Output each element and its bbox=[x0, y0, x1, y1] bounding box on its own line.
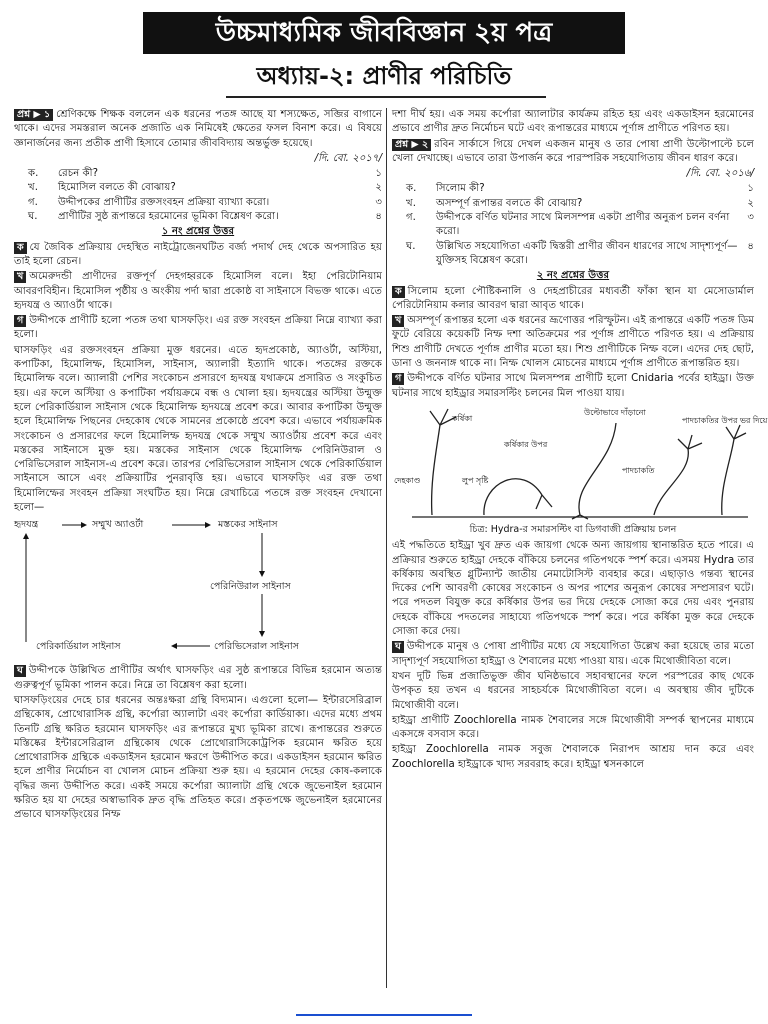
item-key: ঘ. bbox=[28, 211, 38, 223]
answer-kha bbox=[14, 270, 382, 313]
question-1-tag: প্রশ্ন ▶ ১ bbox=[14, 109, 53, 121]
item-text: প্রাণীটির সুষ্ঠ রূপান্তরে হরমোনের ভূমিকা বিশ্লেষণ করো। bbox=[58, 211, 279, 223]
left-column bbox=[14, 108, 382, 824]
item-text: উদ্দীপকে বর্ণিত ঘটনার সাথে মিলসম্পন্ন একটা প্রাণীর অনুরূপ চলন বর্ণনা করো। bbox=[436, 212, 730, 238]
book-title-banner: উচ্চমাধ্যমিক জীববিজ্ঞান ২য় পত্র bbox=[143, 12, 625, 54]
item-marks: ৪ bbox=[747, 240, 754, 252]
chapter-underline bbox=[226, 96, 546, 98]
answer-tag: গ bbox=[14, 315, 26, 327]
question-item bbox=[392, 240, 754, 269]
answer-tag: গ bbox=[392, 373, 404, 385]
flow-perineural-sinus: পেরিনিউরাল সাইনাস bbox=[210, 581, 291, 593]
label-basal: পাদচাকতি bbox=[622, 465, 655, 475]
answer-ga bbox=[14, 314, 382, 343]
item-key: গ. bbox=[28, 196, 38, 208]
answer-tag: ঘ bbox=[392, 641, 404, 653]
item-marks: ৩ bbox=[375, 196, 382, 208]
answer-2-kha bbox=[392, 314, 754, 371]
answer-2-ga-body: এই পদ্ধতিতে হাইড্রা খুব দ্রুত এক জায়গা থেকে অন্য জায়গায় স্থানান্তরিত হতে পারে। এ প্রক্রিয়ার শুরুতে হাইড্রা দেহকে বাঁকিয়ে চলনের গতিপথকে স্পর্শ করে। এসময় Hydra তার কর্ষিকায় অবস্থিত গ্লুটিন্যান্ট জাতীয় নেমাটোসিস্ট ব্যবহার করে। এছাড়াও গন্তব্য স্থানের দিকের পেশি আবরণী কোষের সংকোচন ও অপর পাশের অনুরূপ কোষের সম্প্রসারণ ঘটে। পরে পদতল বিযুক্ত করে কর্ষিকার উপর ভর দিয়ে দেহকে সোজা করে দেয় এবং পুনরায় দেহকে বাঁকিয়ে পদতলের সাহায্যে গতিপথকে স্পর্শ করে। পরে কর্ষিকা মুক্ত করে দেহকে সোজা করে দেয়। bbox=[392, 540, 754, 638]
answer-1-heading: ১ নং প্রশ্নের উত্তর bbox=[161, 226, 235, 238]
answer-2-ga bbox=[392, 372, 754, 401]
answer-2-gha-body: যখন দুটি ভিন্ন প্রজাতিভুক্ত জীব ঘনিষ্ঠভাবে সহাবস্থানের ফলে পরস্পরের কাছ থেকে উপকৃত হয় তখন এ ধরনের সাহচর্যকে মিথোজীবিতা বলে। এ অবস্থায় জীব দুটিকে মিথোজীবী বলে। bbox=[392, 670, 754, 711]
hydra-tentacles bbox=[678, 435, 702, 449]
hydra-tentacles bbox=[726, 425, 746, 439]
question-item bbox=[14, 210, 382, 224]
question-1-items bbox=[14, 167, 382, 224]
item-key: খ. bbox=[406, 197, 416, 209]
item-key: ঘ. bbox=[406, 240, 416, 252]
circulation-flow-diagram bbox=[14, 516, 382, 664]
item-text: হিমোসিল বলতে কী বোঝায়? bbox=[58, 182, 176, 194]
item-key: ক. bbox=[28, 168, 39, 180]
item-key: ক. bbox=[406, 183, 417, 195]
answer-text: যে জৈবিক প্রক্রিয়ায় দেহস্থিত নাইট্রোজেনঘটিত বর্জ্য পদার্থ দেহ থেকে অপসারিত হয় তাই হলো রেচন। bbox=[14, 241, 382, 267]
flow-perivisceral-sinus: পেরিভিসেরাল সাইনাস bbox=[214, 641, 299, 653]
hydra-flipping bbox=[654, 449, 688, 515]
answer-2-gha bbox=[392, 640, 754, 669]
answer-text: উদ্দীপকে প্রাণীটি হলো পতঙ্গ তথা ঘাসফড়িং। এর রক্ত সংবহন প্রক্রিয়া নিম্নে ব্যাখ্যা করা হলো। bbox=[14, 315, 382, 341]
answer-2-gha-body: হাইড্রা Zoochlorella নামক সবুজ শৈবালকে নিরাপদ আশ্রয় দান করে এবং Zoochlorella হাইড্রাকে খাদ্য সরবরাহ করে। হাইড্রা শ্বসনকালে bbox=[392, 744, 754, 770]
question-2-source: /দি. বো. ২০১৬/ bbox=[686, 168, 754, 180]
answer-gha bbox=[14, 664, 382, 693]
right-column bbox=[392, 108, 768, 773]
item-marks: ২ bbox=[747, 197, 754, 209]
label-basal-on: পাদচাকতির উপর ভর দিয়ে bbox=[682, 415, 768, 425]
flow-anterior-aorta: সম্মুখ অ্যাওর্টা bbox=[92, 519, 144, 531]
item-marks: ৪ bbox=[375, 211, 382, 223]
question-2-items bbox=[392, 182, 754, 268]
item-text: অসম্পূর্ণ রূপান্তর বলতে কী বোঝায়? bbox=[436, 197, 583, 209]
item-text: উল্লিখিত সহযোগিতা একটি দ্বিস্তরী প্রাণীর জীবন ধারণের সাথে সাদৃশ্যপূর্ণ— যুক্তিসহ বিশ্লেষণ করো। bbox=[436, 240, 738, 266]
answer-2-ka bbox=[392, 285, 754, 314]
flow-pericardial-sinus: পেরিকার্ডিয়াল সাইনাস bbox=[36, 641, 121, 653]
answer-tag: খ bbox=[392, 315, 404, 327]
question-1-source: /দি. বো. ২০১৭/ bbox=[314, 152, 382, 164]
answer-tag: ক bbox=[392, 286, 405, 298]
hydra-illustration bbox=[392, 403, 768, 521]
answer-text: অমেরুদন্ডী প্রাণীদের রক্তপূর্ণ দেহগহ্বরকে হিমোসিল বলে। ইহা পেরিটোনিয়াম আবরণবিহীন। হিমোসিল পৃষ্ঠীয় ও অংকীয় পর্দা দ্বারা প্রকোষ্ঠ বা সাইনাসে বিভক্ত থাকে। এতে হৃদযন্ত্র ও অ্যাওর্টা থাকে। bbox=[14, 271, 382, 311]
figure-caption: চিত্র: Hydra-র সমারসল্টিং বা ডিগবাজী প্রক্রিয়ায় চলন bbox=[469, 523, 677, 535]
answer-tag: খ bbox=[14, 271, 26, 283]
hydra-body bbox=[432, 425, 440, 515]
answer-gha-body: ঘাসফড়িংয়ের দেহে চার ধরনের অন্তঃক্ষরা গ্রন্থি বিদ্যমান। এগুলো হলো— ইন্টারসেরিব্রাল গ্রন্থিকোষ, প্রোথোরাসিক গ্রন্থি, কর্পোরা অ্যালাটা এবং কর্পোরা কার্ডিয়াকা। এদের মধ্যে প্রথম তিনটি গ্রন্থি ক্ষরিত হরমোন ঘাসফড়িং এর রূপান্তরে মুখ্য ভূমিকা রাখে। রূপান্তরের শুরুতে মস্তিষ্কের ইন্টারসেরিব্রাল গ্রন্থিকোষ থেকে প্রোথোরাসিকোট্রপিক হরমোন ক্ষরিত হয়ে প্রোথোরাসিক গ্রন্থিকে একডাইসন হরমোন ক্ষরণে উদ্দীপিত করে। একডাইসন হরমোন ক্ষরিত হলে প্রাণীর নির্মোচন বা খোলস মোচন প্রক্রিয়া শুরু হয়। এ হরমোন দেহের কোষ-কলাকে বৃদ্ধির জন্য উদ্দীপিত করে। একই সময়ে কর্পোরা অ্যালাটা গ্রন্থি থেকে জুভেনাইল হরমোন ক্ষরিত হয় যা দেহের অস্বাভাবিক দ্রুত বৃদ্ধি প্রতিহত করে। প্রকৃতপক্ষে জুভেনাইল হরমোনের প্রভাবে ঘাসফড়িংয়ের নিম্ফ bbox=[14, 694, 382, 821]
question-item bbox=[392, 182, 754, 196]
chapter-title: অধ্যায়-২: প্রাণীর পরিচিতি bbox=[256, 62, 512, 90]
item-text: উদ্দীপকের প্রাণীটির রক্তসংবহন প্রক্রিয়া ব্যাখ্যা করো। bbox=[58, 196, 270, 208]
answer-text: উদ্দীপকে মানুষ ও পোষা প্রাণীটির মধ্যে যে সহযোগিতা উল্লেখ করা হয়েছে তার মতো সাদৃশ্যপূর্ণ সহযোগিতা হাইড্রা ও শৈবালের মধ্যে পাওয়া যায়। একে মিথোজীবিতা বলে। bbox=[392, 641, 754, 667]
answer-text: অসম্পূর্ণ রূপান্তর হলো এক ধরনের ভ্রূণোত্তর পরিস্ফুটন। এই রূপান্তরে একটি পতঙ্গ ডিম ফুটে বেরিয়ে কয়েকটি নিম্ফ দশা অতিক্রমের পর পূর্ণাঙ্গ প্রাণীতে পরিণত হয়। এ প্রক্রিয়ায় শিশু প্রাণীটি দেখতে পূর্ণাঙ্গ প্রাণীর মতো হয়। শিশু প্রাণীটিকে নিম্ফ বলে। এদের দেহ ছোট, ডানা ও জননাঙ্গ থাকে না। নিম্ফ খোলস মোচনের মাধ্যমে পূর্ণাঙ্গ প্রাণীতে রূপান্তরিত হয়। bbox=[392, 315, 754, 370]
hydra-tentacles bbox=[536, 495, 552, 509]
question-item bbox=[392, 211, 754, 240]
question-2-stem bbox=[392, 138, 754, 167]
answer-text: উদ্দীপকে বর্ণিত ঘটনার সাথে মিলসম্পন্ন প্রাণীটি হলো Cnidaria পর্বের হাইড্রা। উক্ত ঘটনার সাথে হাইড্রার সমারসল্টিং চলনের মিল পাওয়া যায়। bbox=[392, 373, 754, 399]
item-key: গ. bbox=[406, 212, 416, 224]
label-upside: উল্টোভাবে দাঁড়ানো bbox=[584, 407, 646, 417]
answer-ga-body: ঘাসফড়িং এর রক্তসংবহন প্রক্রিয়া মুক্ত ধরনের। এতে হৃদপ্রকোষ্ঠ, অ্যাওর্টা, অস্টিয়া, কপাটিকা, হিমোলিম্ফ, হিমোসিল, সাইনাস, অ্যালারী ইত্যাদি থাকে। পতঙ্গের রক্তকে হিমোলিম্ফ বলে। অ্যালারী পেশির সংকোচন প্রসারণে হৃদযন্ত্র যথাক্রমে প্রসারিত ও সংকুচিত হয়। এর ফলে অস্টিয়া ও কপাটিকা পর্যায়ক্রমে বন্ধ ও খোলা হয়। হৃদযন্ত্রের অস্টিয়া উন্মুক্ত হলে পেরিকার্ডিয়াল সাইনাস থেকে হিমোলিম্ফ হৃদযন্ত্রে প্রবেশ করে। আবার কপাটিকা উন্মুক্ত হলে হিমোলিম্ফ পিছনের দেহকোষ থেকে সামনের প্রকোষ্ঠে প্রবেশ করে। এভাবে পর্যায়ক্রমিক সংকোচন ও প্রসারণের ফলে হিমোলিম্ফ হৃদযন্ত্র থেকে সম্মুখ অ্যাওর্টায় প্রবেশ করে এবং মস্তকের সাইনাসে মুক্ত হয়। মস্তকের সাইনাস থেকে হিমোলিম্ফ পেরিনিউরাল ও পেরিভিসেরাল সাইনাস-এ প্রবেশ করে। তারপর পেরিভিসেরাল সাইনাস থেকে পেরিকার্ডিয়াল সাইনাসে আসে এবং প্রক্রিয়াটির পুনরাবৃত্তি হয়। এভাবে ঘাসফড়িং এর রক্ত তথা হিমোলিম্ফের সংবহন প্রক্রিয়া সংঘটিত হয়। নিম্নে রেখাচিত্রে পতঙ্গে রক্ত সংবহন দেখানো হলো— bbox=[14, 344, 382, 514]
item-marks: ২ bbox=[375, 182, 382, 194]
question-2-text: রবিন সার্কাসে গিয়ে দেখল একজন মানুষ ও তার পোষা প্রাণী উল্টোপাল্টে চলে খেলা দেখাচ্ছে। এভাবে তারা উপার্জন করে পারস্পরিক সহযোগিতায় জীবন ধারণ করে। bbox=[392, 138, 754, 164]
question-item bbox=[14, 181, 382, 195]
question-item bbox=[14, 167, 382, 181]
answer-2-heading: ২ নং প্রশ্নের উত্তর bbox=[536, 270, 610, 282]
item-marks: ১ bbox=[375, 168, 382, 180]
answer-2-gha-body: হাইড্রা প্রাণীটি Zoochlorella নামক শৈবালের সঙ্গে মিথোজীবী সম্পর্ক স্থাপনের মাধ্যমে একসঙ্গে বসবাস করে। bbox=[392, 714, 754, 741]
item-text: সিলোম কী? bbox=[436, 183, 485, 195]
hydra-upside bbox=[579, 423, 616, 515]
item-marks: ১ bbox=[747, 183, 754, 195]
hydra-somersault-diagram bbox=[392, 403, 768, 521]
question-2-tag: প্রশ্ন ▶ ২ bbox=[392, 139, 431, 151]
label-tentacle-on: কর্ষিকার উপর bbox=[504, 439, 548, 449]
label-body: দেহকাণ্ড bbox=[394, 475, 421, 485]
answer-ka bbox=[14, 241, 382, 270]
hydra-bending bbox=[484, 479, 542, 515]
question-item bbox=[392, 197, 754, 211]
label-loop: লুপ সৃষ্টি bbox=[462, 475, 489, 485]
question-1-stem bbox=[14, 108, 382, 151]
question-item bbox=[14, 196, 382, 210]
label-tentacle: কর্ষিকা bbox=[452, 413, 473, 423]
flow-heart: হৃদযন্ত্র bbox=[14, 519, 39, 531]
item-marks: ৩ bbox=[747, 212, 754, 224]
answer-text: উদ্দীপকে উল্লিখিত প্রাণীটির অর্থাৎ ঘাসফড়িং এর সুষ্ঠ রূপান্তরে বিভিন্ন হরমোন অত্যন্ত গুরুত্বপূর্ণ ভূমিকা পালন করে। নিম্নে তা বিশ্লেষণ করা হলো। bbox=[14, 665, 382, 691]
continued-text: দশা দীর্ঘ হয়। এক সময় কর্পোরা অ্যালাটার কার্যক্রম রহিত হয় এবং একডাইসন হরমোনের প্রভাবে প্রাণীর দ্রুত নির্মোচন ঘটে এবং রূপান্তরের মাধ্যমে পূর্ণাঙ্গ প্রাণীতে পরিণত হয়। bbox=[392, 109, 754, 135]
column-divider bbox=[386, 108, 387, 988]
footer-rule bbox=[296, 1014, 472, 1016]
item-key: খ. bbox=[28, 182, 38, 194]
answer-tag: ঘ bbox=[14, 665, 26, 677]
flow-head-sinus: মস্তকের সাইনাস bbox=[218, 519, 278, 531]
hydra-upright bbox=[722, 439, 734, 515]
question-1-text: শ্রেণিকক্ষে শিক্ষক বললেন এক ধরনের পতঙ্গ আছে যা শস্যক্ষেত, সব্জির বাগানে থাকে। এদের সমস্তরাল অনেক প্রজাতি এক নিমিষেই ক্ষেতের ফসল বিনাশ করে। এ বিষয়ে জ্ঞানার্জনের জন্য প্রতীক প্রাণী হিসাবে তোমার জীববিদ্যায় অন্তর্ভুক্ত হয়েছে। bbox=[14, 109, 382, 149]
answer-text: সিলোম হলো পৌষ্টিকনালি ও দেহপ্রাচীরের মধ্যবর্তী ফাঁকা স্থান যা মেসোডার্মাল পেরিটোনিয়াম কলার আবরণ দ্বারা আবৃত থাকে। bbox=[392, 285, 754, 311]
answer-tag: ক bbox=[14, 242, 27, 254]
item-text: রেচন কী? bbox=[58, 168, 99, 180]
